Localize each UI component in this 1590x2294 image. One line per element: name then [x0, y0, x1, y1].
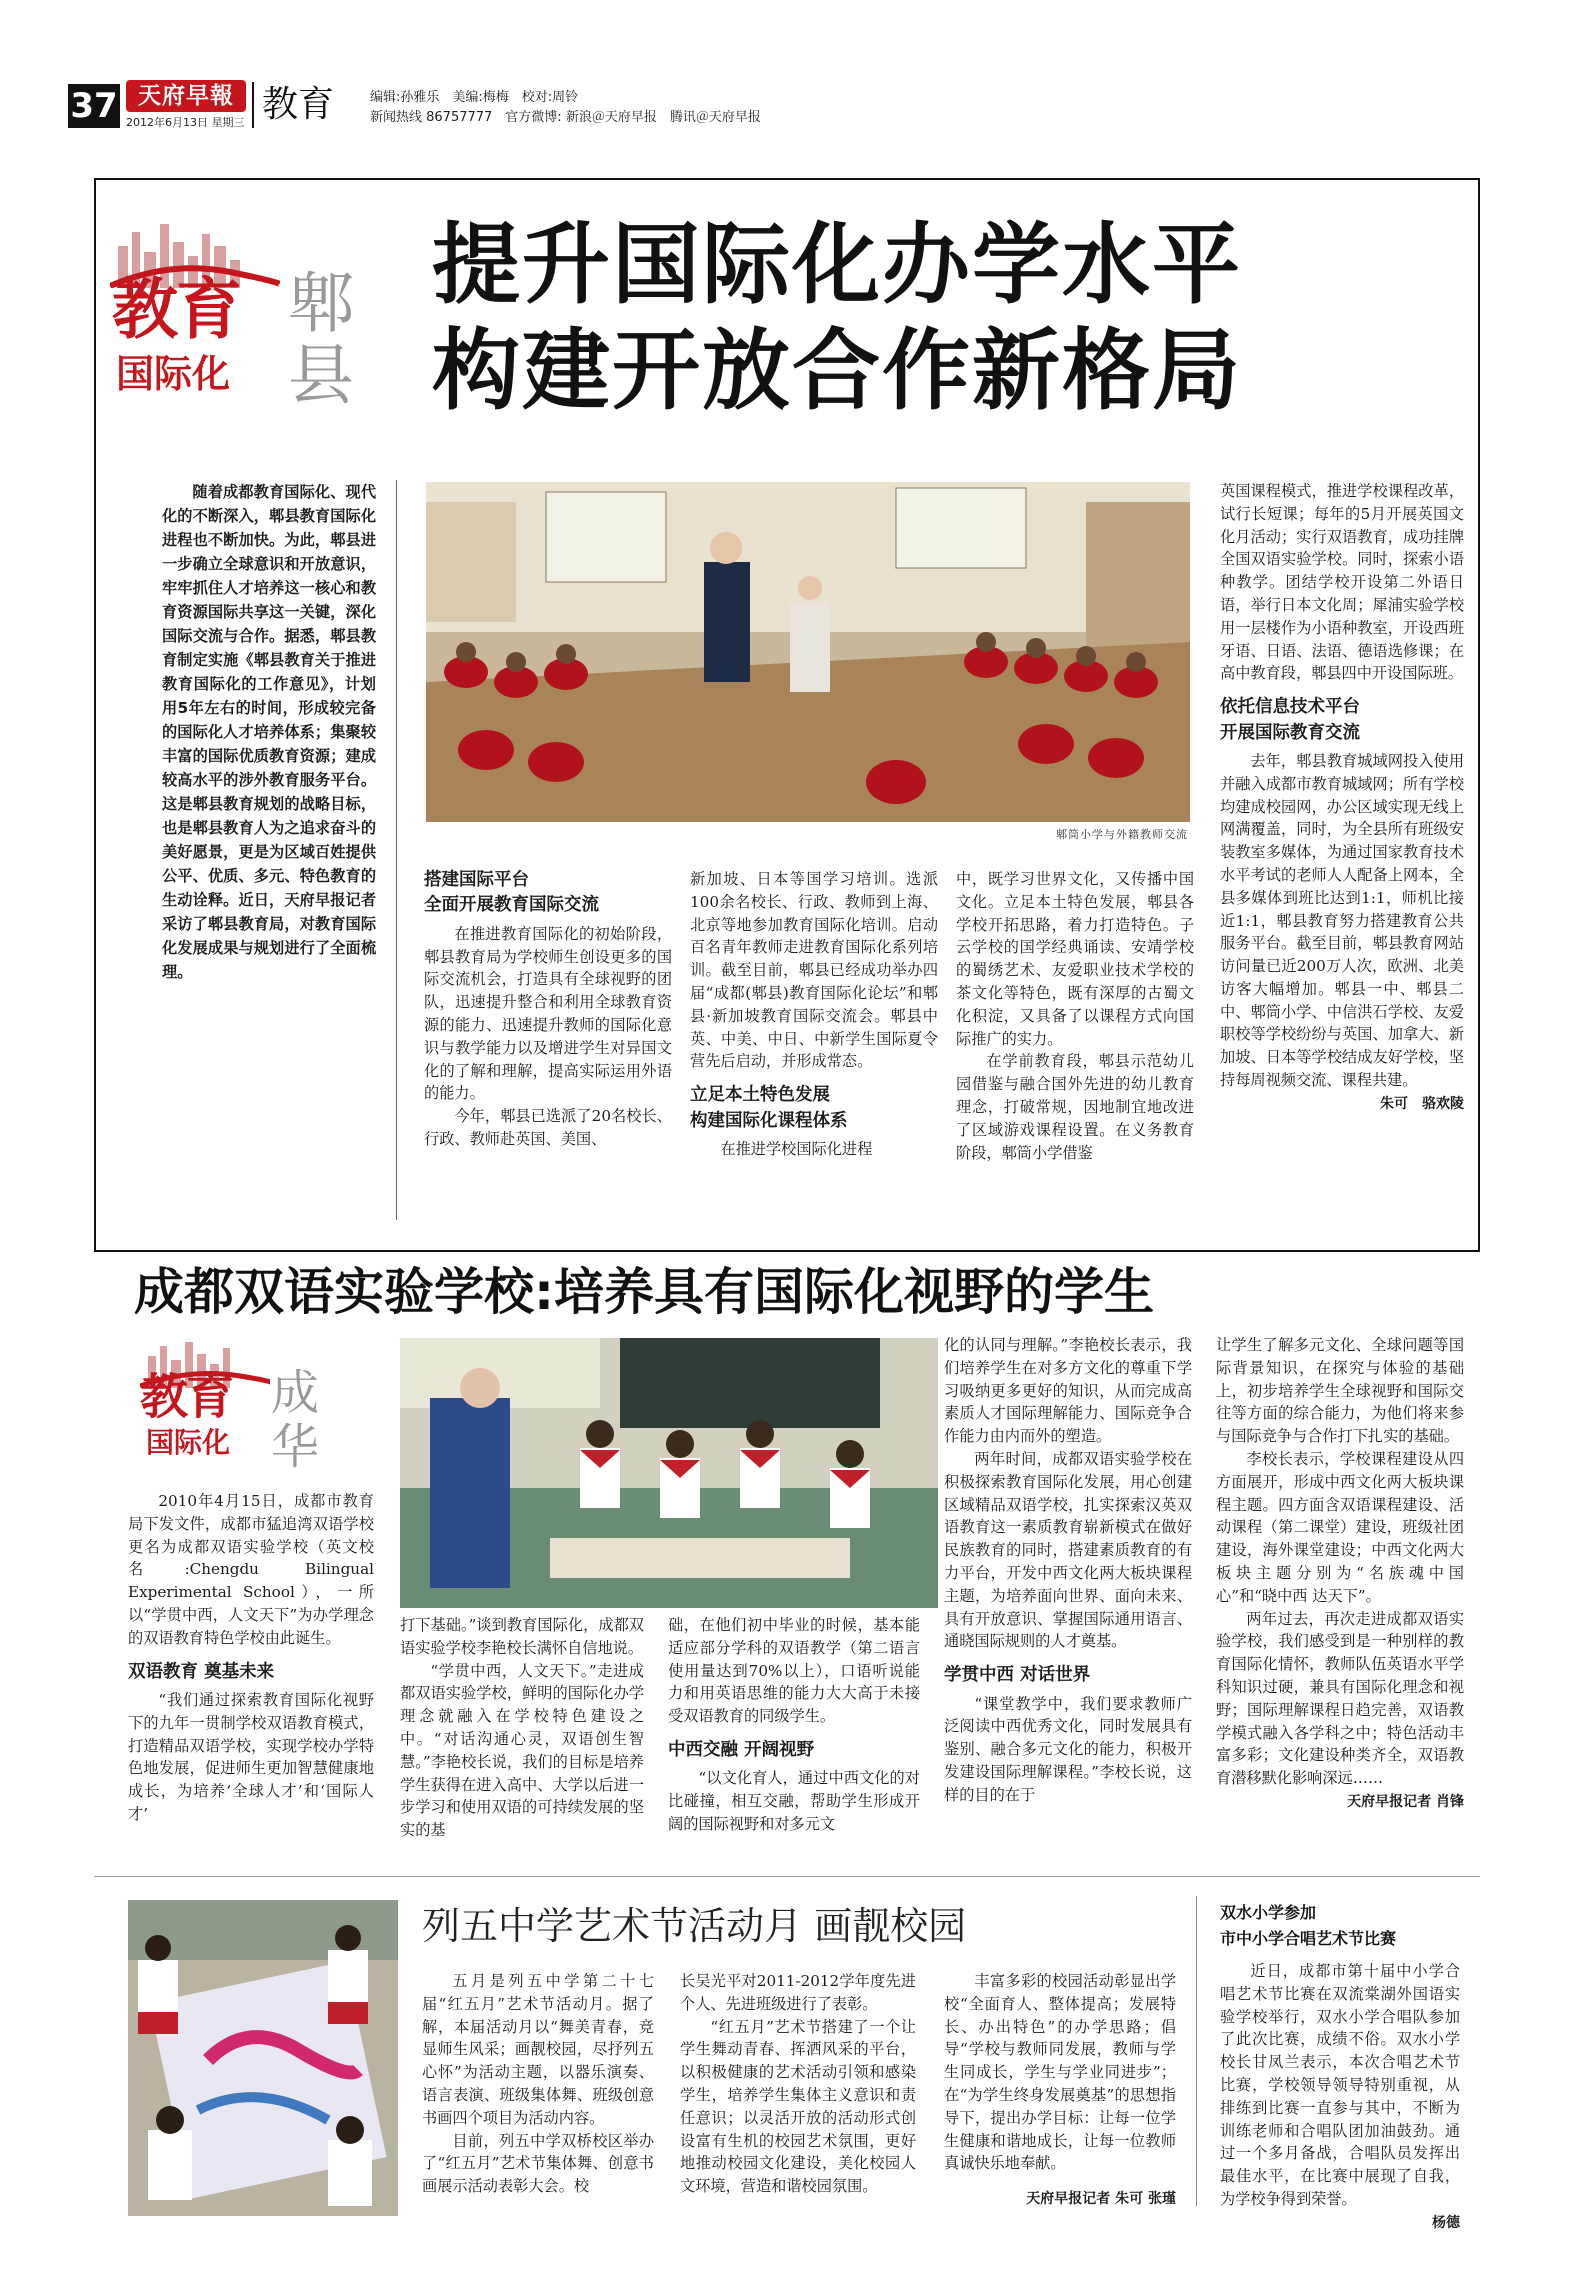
paragraph: 化的认同与理解。”李艳校长表示，我们培养学生在对多方文化的尊重下学习吸纳更多更好的知识，从而完成高素质人才国际理解能力、国际竞争合作能力由内而外的塑造。: [944, 1336, 1192, 1446]
subhead-technology: 依托信息技术平台 开展国际教育交流: [1220, 697, 1360, 743]
paragraph: 丰富多彩的校园活动彰显出学校“全面育人、整体提高；发展特长、办出特色”的办学思路；倡导“学校与教师同发展，教师与学生同成长，学生与学业同进步”；在“为学生终身发展奠基”的思想指导下，提出办学目标：让每一位学生健康和谐地成长，让每一位教师真诚快乐地奉献。: [944, 1972, 1176, 2173]
story3-col3: [944, 1970, 1176, 2210]
art-festival-photo-image: [128, 1900, 398, 2216]
paper-logo: 天府早報: [126, 80, 246, 112]
story1-photo-caption: 郫筒小学与外籍教师交流: [1056, 828, 1188, 841]
story2-col3: [668, 1614, 920, 1836]
paragraph: “以文化育人，通过中西文化的对比碰撞，相互交融，帮助学生形成开阔的国际视野和对多元文: [668, 1769, 920, 1833]
lead-paragraph: 随着成都教育国际化、现代化的不断深入，郫县教育国际化进程也不断加快。为此，郫县进一步确立全球意识和开放意识，牢牢抓住人才培养这一核心和教育资源国际共享这一关键，深化国际交流与合作。据悉，郫县教育制定实施《郫县教育关于推进教育国际化的工作意见》，计划用5年左右的时间，形成较完备的国际化人才培养体系；集聚较丰富的国际优质教育资源；建成较高水平的涉外教育服务平台。这是郫县教育规划的战略目标，也是郫县教育人为之追求奋斗的美好愿景，更是为区域百姓提供公平、优质、多元、特色教育的生动诠释。近日，天府早报记者采访了郫县教育局，对教育国际化发展成果与规划进行了全面梳理。: [162, 483, 376, 982]
lead-divider: [396, 480, 397, 1220]
paragraph: 在学前教育段，郫县示范幼儿园借鉴与融合国外先进的幼儿教育理念，打破常规，因地制宜地改进了区域游戏课程设置。在义务教育阶段，郫筒小学借鉴: [956, 1052, 1194, 1162]
story1-lead: [162, 480, 376, 984]
story4-body: [1220, 1960, 1460, 2234]
paragraph: 让学生了解多元文化、全球问题等国际背景知识，在探究与体验的基础上，初步培养学生全球视野和国际交往等方面的综合能力，为他们将来参与国际竞争与合作打下扎实的基础。: [1216, 1336, 1464, 1446]
story1-logo: [110, 216, 360, 446]
editor-credits: 编辑:孙雅乐 美编:梅梅 校对:周铃: [370, 90, 579, 105]
subhead-fusion: 中西交融 开阔视野: [668, 1739, 815, 1760]
story1-byline: 朱可 骆欢陵: [1380, 1095, 1464, 1112]
bilingual-classroom-photo-image: [400, 1338, 938, 1608]
story2-headline: 成都双语实验学校:培养具有国际化视野的学生: [134, 1263, 1154, 1321]
subhead-platform: 搭建国际平台 全面开展教育国际交流: [424, 870, 599, 916]
headline-line-1: 提升国际化办学水平: [432, 213, 1243, 316]
story2-logo: [140, 1338, 390, 1478]
paragraph: “学贯中西，人文天下。”走进成都双语实验学校，鲜明的国际化办学理念就融入在学校特色建设之中。“对话沟通心灵，双语创生智慧。”李艳校长说，我们的目标是培养学生获得在进入高中、大学以后进一步学习和使用双语的可持续发展的坚实的基: [400, 1661, 644, 1840]
logo-county: 成华: [270, 1365, 319, 1475]
story3-photo: [128, 1900, 398, 2216]
headline-line-2: 市中小学合唱艺术节比赛: [1220, 1929, 1397, 1948]
paragraph: 打下基础。”谈到教育国际化，成都双语实验学校李艳校长满怀自信地说。: [400, 1616, 644, 1657]
story3-col2: [680, 1970, 916, 2198]
subhead-dialogue: 学贯中西 对话世界: [944, 1665, 1091, 1686]
story2-photo: [400, 1338, 938, 1608]
section-name: 教育: [262, 84, 335, 125]
story3-col1: [422, 1970, 654, 2198]
story4-headline: [1220, 1900, 1460, 1952]
story2-col5: [1216, 1334, 1464, 1813]
hotline: 新闻热线 86757777 官方微博: 新浪＠天府早报 腾讯＠天府早报: [370, 110, 761, 125]
paragraph: 长吴光平对2011-2012学年度先进个人、先进班级进行了表彰。: [680, 1972, 916, 2013]
headline-line-1: 双水小学参加: [1220, 1903, 1317, 1922]
masthead: [68, 76, 1528, 136]
story2-col2: [400, 1614, 644, 1842]
paragraph: 五月是列五中学第二十七届“红五月”艺术节活动月。据了解，本届活动月以“舞美青春，竞显师生风采；画靓校园，尽抒列五心怀”为活动主题，以器乐演奏、语言表演、班级集体舞、班级创意书画四个项目为活动内容。: [422, 1972, 654, 2127]
story1-headline: [432, 212, 1472, 424]
story4-byline: 杨德: [1432, 2214, 1460, 2231]
paragraph: 新加坡、日本等国学习培训。选派100余名校长、行政、教师到上海、北京等地参加教育国际化培训。启动百名青年教师走进教育国际化系列培训。截至目前，郫县已经成功举办四届“成都(郫县)教育国际化论坛”和郫县·新加坡教育国际交流会。郫县中英、中美、中日、中新学生国际夏令营先后启动，并形成常态。: [690, 870, 938, 1071]
header-divider: [252, 82, 254, 128]
logo-county: 郫县: [288, 265, 354, 414]
paragraph: 2010年4月15日，成都市教育局下发文件，成都市猛追湾双语学校更名为成都双语实验学校（英文校名:Chengdu Bilingual Experimental School），一所以“学贯中西，人文天下”为办学理念的双语教育特色学校由此诞生。: [128, 1492, 374, 1647]
paragraph: 今年，郫县已选派了20名校长、行政、教师赴英国、美国、: [424, 1107, 672, 1148]
paragraph: “课堂教学中，我们要求教师广泛阅读中西优秀文化，同时发展具有鉴别、融合多元文化的能力，积极开发建设国际理解课程。”李校长说，这样的目的在于: [944, 1694, 1192, 1804]
story1-photo: [426, 482, 1190, 822]
section-divider: [94, 1876, 1480, 1877]
story1-col3: [690, 868, 938, 1161]
subhead-bilingual: 双语教育 奠基未来: [128, 1661, 275, 1682]
paragraph: 中，既学习世界文化，又传播中国文化。立足本土特色发展，郫县各学校开拓思路，着力打造特色。子云学校的国学经典诵读、安靖学校的蜀绣艺术、友爱职业技术学校的茶文化等特色，既有深厚的古蜀文化积淀，又具备了以课程方式向国际推广的实力。: [956, 870, 1194, 1048]
headline-line-2: 构建开放合作新格局: [432, 319, 1243, 422]
story2-col1: [128, 1490, 374, 1826]
story1-col5: [1220, 480, 1464, 1115]
paragraph: 在推进学校国际化进程: [720, 1139, 873, 1158]
paragraph: 两年时间，成都双语实验学校在积极探索教育国际化发展，用心创建区域精品双语学校，扎实探索汉英双语教育这一素质教育崭新模式在做好民族教育的同时，搭建素质教育的有力平台，开发中西文化两大板块课程主题，为培养面向世界、面向未来、具有开放意识、掌握国际通用语言、通晓国际规则的人才奠基。: [944, 1449, 1192, 1651]
logo-internationalization: 国际化: [146, 1426, 231, 1459]
story2-byline: 天府早报记者 肖锋: [1347, 1793, 1464, 1810]
paragraph: 目前，列五中学双桥校区举办了“红五月”艺术节集体舞、创意书画展示活动表彰大会。校: [422, 2131, 654, 2196]
logo-education: 教育: [112, 271, 240, 348]
paragraph: 两年过去，再次走进成都双语实验学校，我们感受到是一种别样的教育国际化情怀，教师队伍英语水平学科知识过硬，兼具有国际化理念和视野；国际理解课程日趋完善，双语教学模式融入各学科之中；特色活动丰富多彩；文化建设种类齐全，双语教育潜移默化影响深远……: [1216, 1609, 1464, 1788]
classroom-photo-image: [426, 482, 1190, 822]
paragraph: 去年，郫县教育城域网投入使用并融入成都市教育城域网；所有学校均建成校园网，办公区域实现无线上网满覆盖，同时，为全县所有班级安装教室多媒体，为通过国家教育技术水平考试的老师人人配备上网本，全县多媒体到班比达到1:1，师机比接近1:1，郫县教育努力搭建教育公共服务平台。截至目前，郫县教育网站访问量已近200万人次，欧洲、北美访客大幅增加。郫县一中、郫县二中、郫筒小学、中信洪石学校、友爱职校等学校纷纷与英国、加拿大、新加坡、日本等学校结成友好学校，坚持每周视频交流、课程共建。: [1220, 751, 1464, 1090]
issue-date: 2012年6月13日 星期三: [126, 116, 245, 129]
story3-headline: 列五中学艺术节活动月 画靓校园: [422, 1904, 967, 1948]
page-number: 37: [68, 84, 120, 128]
paragraph: “我们通过探索教育国际化视野下的九年一贯制学校双语教育模式，打造精品双语学校，实现学校办学特色地发展，促进师生更加智慧健康地成长，为培养‘全球人才’和‘国际人才’: [128, 1690, 374, 1823]
paragraph: 近日，成都市第十届中小学合唱艺术节比赛在双流棠湖外国语实验学校举行，双水小学合唱队参加了此次比赛，成绩不俗。双水小学校长甘凤兰表示，本次合唱艺术节比赛，学校领导领导特别重视，从排练到比赛一直参与其中，不断为训练老师和合唱队团加油鼓劲。通过一个多月备战，合唱队员发挥出最佳水平，在比赛中展现了自我，为学校争得到荣誉。: [1220, 1962, 1460, 2208]
story2-col4: [944, 1334, 1192, 1807]
paragraph: 李校长表示，学校课程建设从四方面展开，形成中西文化两大板块课程主题。四方面含双语课程建设、活动课程（第二课堂）建设，班级社团建设，海外课堂建设；中西文化两大板块主题分别为“名族魂中国心”和“晓中西 达天下”。: [1216, 1449, 1464, 1605]
logo-internationalization: 国际化: [116, 352, 231, 396]
story4-divider: [1196, 1896, 1197, 2206]
paragraph: 英国课程模式，推进学校课程改革，试行长短课；每年的5月开展英国文化月活动；实行双语教育，成功挂牌全国双语实验学校。同时，探索小语种教学。团结学校开设第二外语日语，举行日本文化周；犀浦实验学校用一层楼作为小语种教室，开设西班牙语、日语、法语、德语选修课；在高中教育段，郫县四中开设国际班。: [1220, 482, 1464, 683]
story3-byline: 天府早报记者 朱可 张瑾: [1026, 2191, 1176, 2208]
story1-col2: [424, 868, 672, 1151]
story1-col4: [956, 868, 1194, 1164]
paragraph: 础，在他们初中毕业的时候，基本能适应部分学科的双语教学（第二语言使用量达到70%以上），口语听说能力和用英语思维的能力大大高于未接受双语教育的同级学生。: [668, 1616, 920, 1726]
paragraph: “红五月”艺术节搭建了一个让学生舞动青春、挥洒风采的平台，以积极健康的艺术活动引领和感染学生，培养学生集体主义意识和责任意识；以灵活开放的活动形式创设富有生机的校园艺术氛围，更好地推动校园文化建设，美化校园人文环境，营造和谐校园氛围。: [680, 2017, 916, 2196]
subhead-curriculum: 立足本土特色发展 构建国际化课程体系: [690, 1085, 848, 1131]
logo-education: 教育: [140, 1369, 233, 1425]
paragraph: 在推进教育国际化的初始阶段，郫县教育局为学校师生创设更多的国际交流机会，打造具有全球视野的团队，迅速提升整合和利用全球教育资源的能力、迅速提升教师的国际化意识与教学能力以及增进学生对异国文化的了解和理解，提高实际运用外语的能力。: [424, 924, 672, 1103]
